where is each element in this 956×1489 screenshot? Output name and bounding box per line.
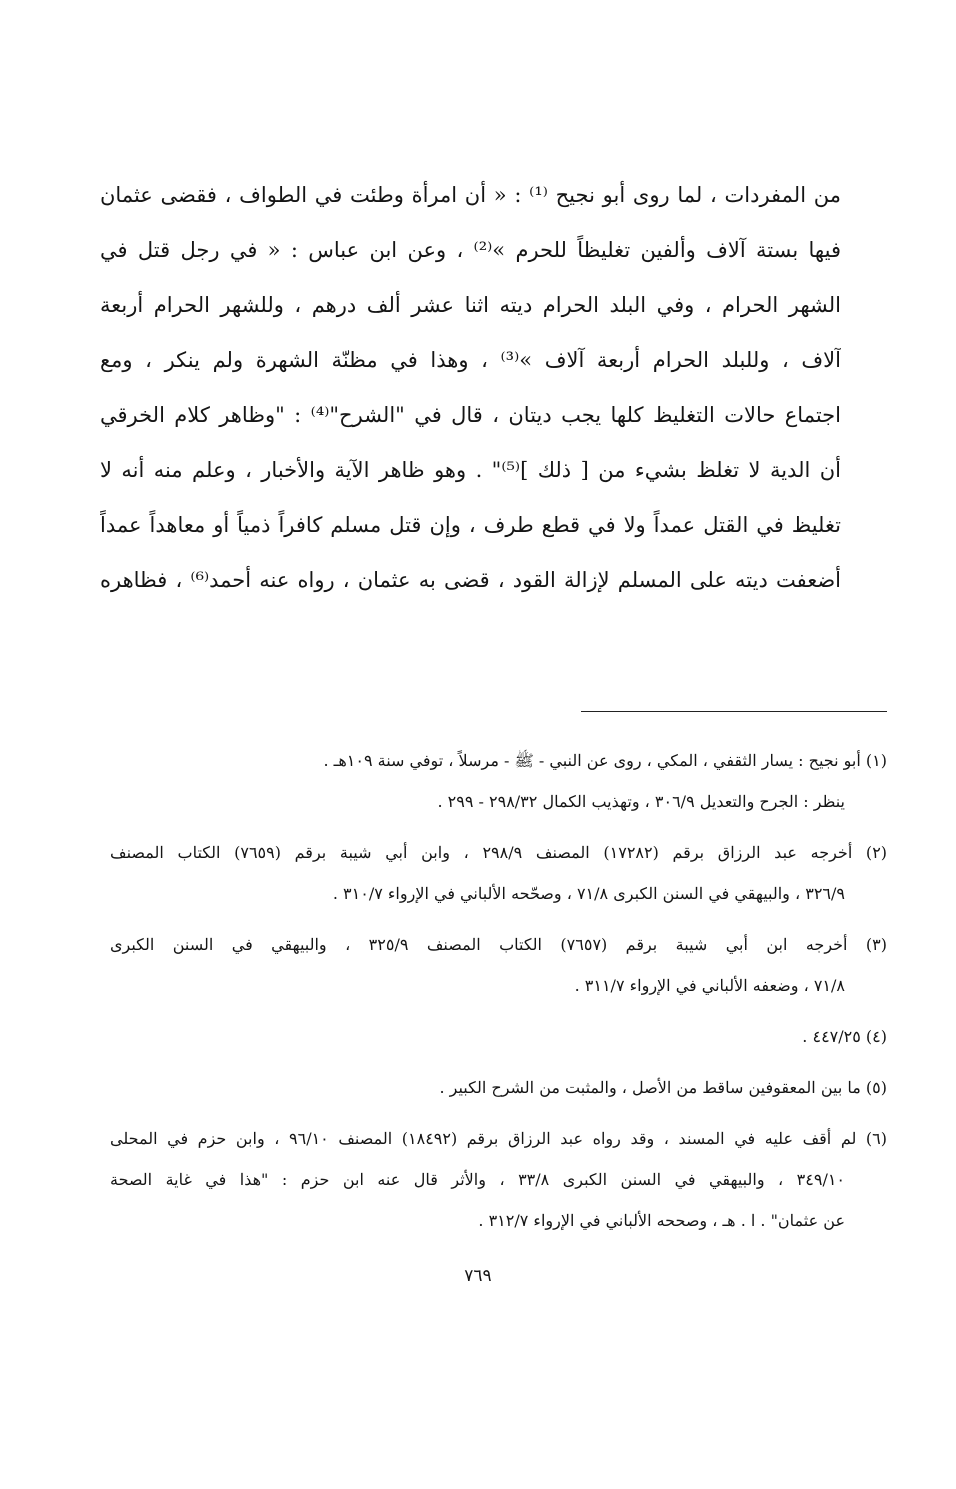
- main-text-line: أضعفت ديته على المسلم لإزالة القود ، قضى به عثمان ، رواه عنه أحمد⁽⁶⁾ ، فظاهره: [100, 568, 841, 592]
- main-text-line: من المفردات ، لما روى أبو نجيح ⁽¹⁾ : « أن امرأة وطئت في الطواف ، فقضى عثمان: [100, 183, 841, 207]
- page-number: ٧٦٩: [464, 1266, 492, 1286]
- footnote-line: (١) أبو نجيح : يسار الثقفي ، المكي ، روى عن النبي - ﷺ - مرسلاً ، توفي سنة ١٠٩هـ .: [323, 751, 887, 770]
- main-text-line: تغليظ في القتل عمداً ولا في قطع طرف ، وإن قتل مسلم كافراً ذمياً أو معاهداً عمداً: [100, 513, 841, 537]
- main-text-line: اجتماع حالات التغليظ كلها يجب ديتان ، قال في "الشرح"⁽⁴⁾ : "وظاهر كلام الخرقي: [100, 403, 841, 427]
- main-text-line: الشهر الحرام ، وفي البلد الحرام ديته اثنا عشر ألف درهم ، وللشهر الحرام أربعة: [100, 293, 841, 317]
- footnote-line: (٦) لم أقف عليه في المسند ، وقد رواه عبد الرزاق برقم (١٨٤٩٢) المصنف ٩٦/١٠ ، وابن حزم في المحلى: [110, 1129, 887, 1148]
- footnotes-section: [110, 740, 887, 1251]
- main-text-line: آلاف ، وللبلد الحرام أربعة آلاف »⁽³⁾ ، وهذا في مظنّة الشهرة ولم ينكر ، ومع: [100, 348, 841, 372]
- footnote-3: [110, 924, 887, 1006]
- footnote-line: ٣٢٦/٩ ، والبيهقي في السنن الكبرى ٧١/٨ ، وصحّحه الألباني في الإرواء ٣١٠/٧ .: [332, 884, 845, 903]
- footnote-2: [110, 832, 887, 914]
- footnote-line: ينظر : الجرح والتعديل ٣٠٦/٩ ، وتهذيب الكمال ٢٩٨/٣٢ - ٢٩٩ .: [437, 792, 845, 811]
- footnote-line: (٥) ما بين المعقوفين ساقط من الأصل ، والمثبت من الشرح الكبير .: [439, 1078, 887, 1097]
- footnote-6: [110, 1118, 887, 1241]
- footnote-1: [110, 740, 887, 822]
- footnote-separator: [581, 711, 887, 712]
- main-text-line: أن الدية لا تغلظ بشيء من [ ذلك ]⁽⁵⁾" . وهو ظاهر الآية والأخبار ، وعلم منه أنه لا: [100, 458, 841, 482]
- footnote-5: [110, 1067, 887, 1108]
- footnote-line: (٤) ٤٤٧/٢٥ .: [802, 1027, 887, 1046]
- footnote-line: (٢) أخرجه عبد الرزاق برقم (١٧٢٨٢) المصنف ٢٩٨/٩ ، وابن أبي شيبة برقم (٧٦٥٩) الكتاب المصنف: [110, 843, 887, 862]
- footnote-line: (٣) أخرجه ابن أبي شيبة برقم (٧٦٥٧) الكتاب المصنف ٣٢٥/٩ ، والبيهقي في السنن الكبرى: [110, 935, 887, 954]
- main-text-body: [100, 168, 841, 608]
- main-text-line: فيها بستة آلاف وألفين تغليظاً للحرم »⁽²⁾ ، وعن ابن عباس : « في رجل قتل في: [100, 238, 841, 262]
- footnote-line: ٣٤٩/١٠ ، والبيهقي في السنن الكبرى ٣٣/٨ ، والأثر قال عنه ابن حزم : "هذا في غاية الصحة: [110, 1170, 846, 1189]
- footnote-line: عن عثمان" . ا . هـ ، وصححه الألباني في الإرواء ٣١٢/٧ .: [478, 1211, 845, 1230]
- footnote-4: [110, 1016, 887, 1057]
- footnote-line: ٧١/٨ ، وضعفه الألباني في الإرواء ٣١١/٧ .: [574, 976, 845, 995]
